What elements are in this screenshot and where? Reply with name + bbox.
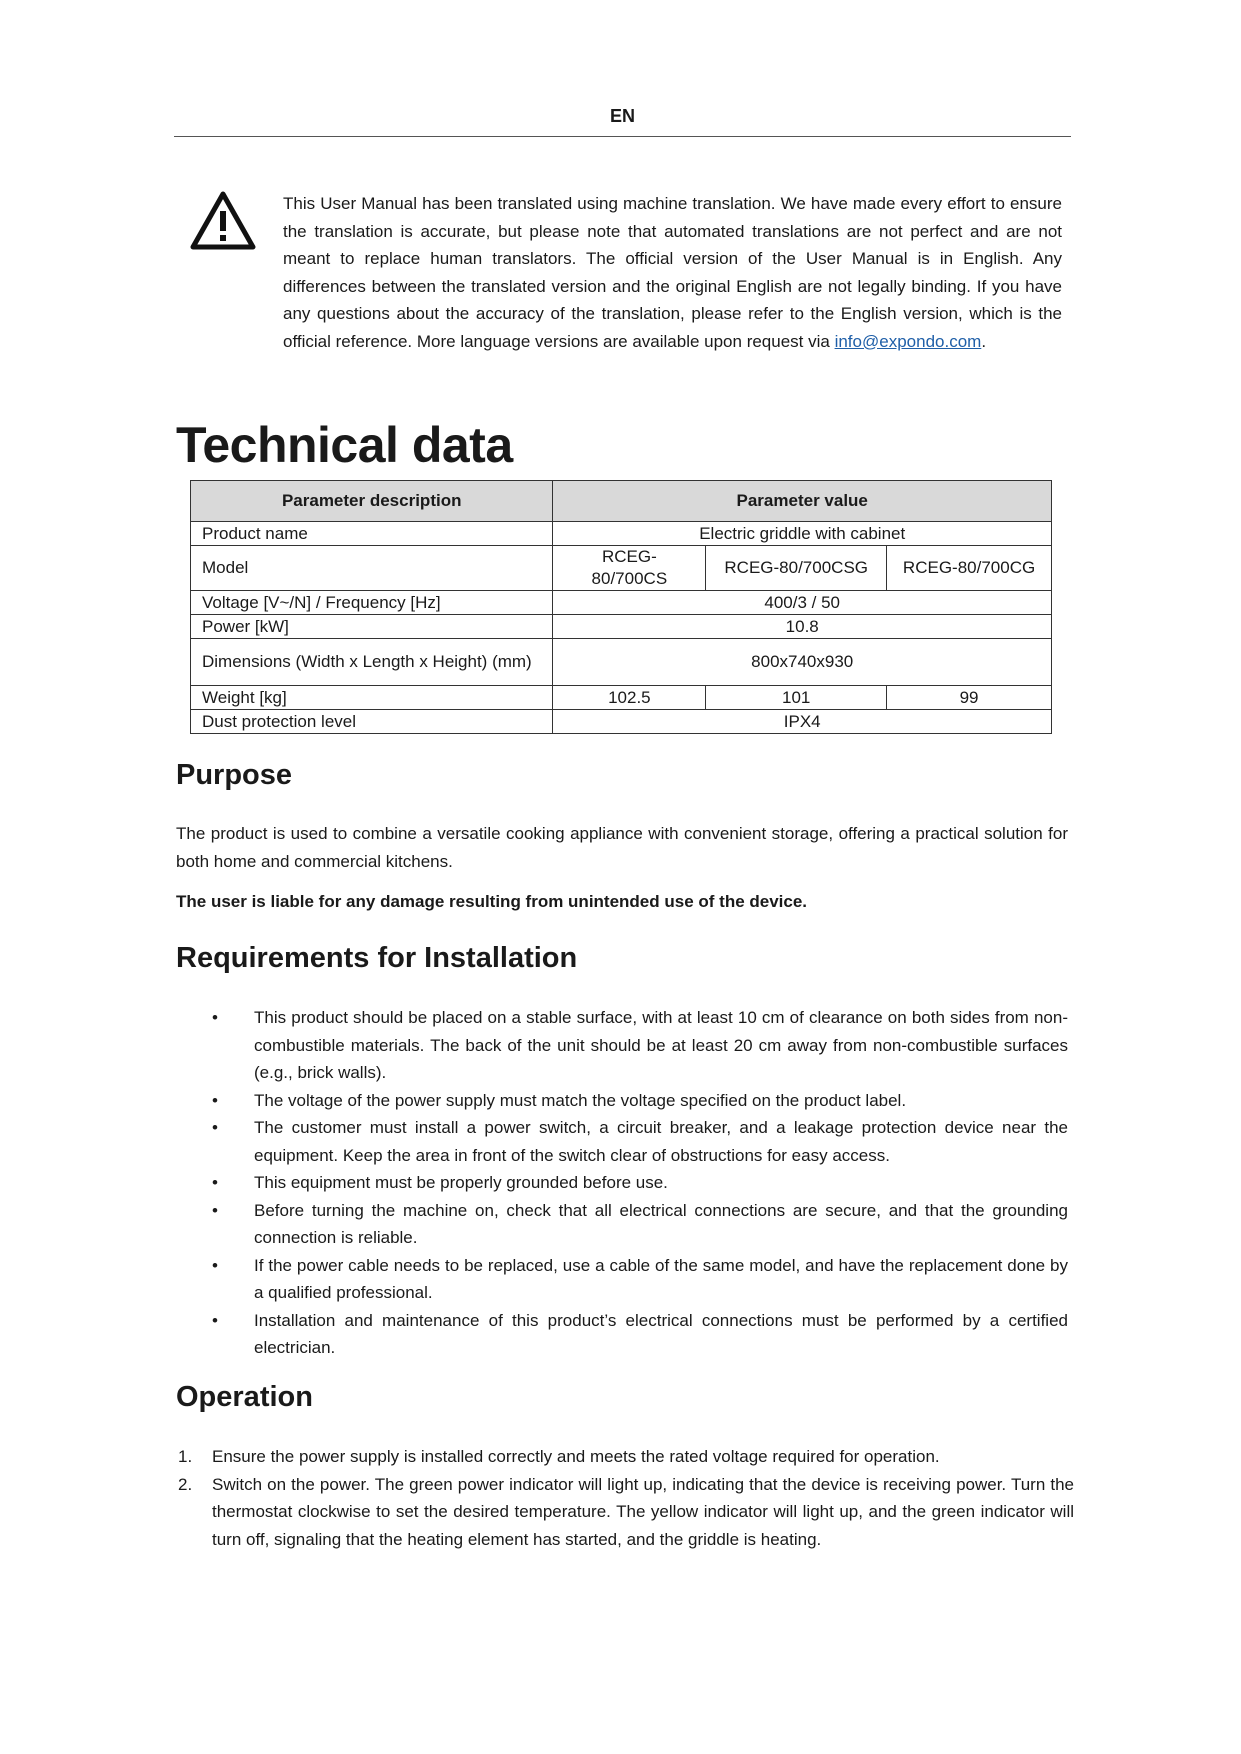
row-value: 99 xyxy=(887,686,1052,710)
row-value: RCEG-80/700CSG xyxy=(706,546,887,591)
technical-data-table xyxy=(190,480,1052,734)
email-link[interactable]: info@expondo.com xyxy=(834,331,982,351)
row-value: 102.5 xyxy=(553,686,706,710)
purpose-heading: Purpose xyxy=(176,759,293,791)
bullet: • xyxy=(212,1310,218,1330)
table-row xyxy=(191,639,1052,686)
table-row xyxy=(191,710,1052,734)
row-value: 10.8 xyxy=(553,615,1052,639)
row-value: 101 xyxy=(706,686,887,710)
row-label: Dust protection level xyxy=(191,710,553,734)
row-value: 400/3 / 50 xyxy=(553,591,1052,615)
row-value: RCEG-80/700CG xyxy=(887,546,1052,591)
step-number: 2. xyxy=(178,1474,193,1494)
row-label: Dimensions (Width x Length x Height) (mm) xyxy=(191,639,553,686)
header-divider xyxy=(174,136,1071,137)
bullet: • xyxy=(212,1090,218,1110)
list-item-text: Installation and maintenance of this product’s electrical connections must be performed by a certified electrician. xyxy=(254,1310,1068,1357)
page-title: Technical data xyxy=(176,417,513,473)
header-parameter-value: Parameter value xyxy=(553,481,1052,522)
list-item-text: This equipment must be properly grounded before use. xyxy=(254,1173,668,1192)
list-item-text: If the power cable needs to be replaced, use a cable of the same model, and have the replacement done by a qualified professional. xyxy=(254,1255,1068,1302)
list-item xyxy=(176,1114,1068,1169)
operation-steps xyxy=(176,1443,1074,1553)
table-row xyxy=(191,686,1052,710)
liability-note: The user is liable for any damage resulting from unintended use of the device. xyxy=(176,892,808,911)
bullet: • xyxy=(212,1008,218,1027)
table-row xyxy=(191,522,1052,546)
row-value: IPX4 xyxy=(553,710,1052,734)
list-item xyxy=(176,1087,1068,1115)
list-item xyxy=(176,1252,1068,1307)
list-item xyxy=(176,1307,1068,1362)
list-item xyxy=(176,1197,1068,1252)
language-header: EN xyxy=(609,106,635,126)
step-number: 1. xyxy=(178,1447,193,1466)
bullet: • xyxy=(212,1118,218,1137)
table-header-row xyxy=(191,481,1052,522)
step-text: Switch on the power. The green power indicator will light up, indicating that the device is receiving power. Turn the thermostat clockwise to set the desired temperature. The yellow indicator will light up, and the green indicator will turn off, signaling that the heating element has started, and the griddle is heating. xyxy=(212,1474,1074,1549)
list-item xyxy=(176,1443,1074,1471)
row-label: Weight [kg] xyxy=(191,686,553,710)
list-item-text: The customer must install a power switch, a circuit breaker, and a leakage protection device near the equipment. Keep the area in front of the switch clear of obstructions for easy access. xyxy=(254,1118,1068,1165)
list-item-text: Before turning the machine on, check that all electrical connections are secure, and that the grounding connection is reliable. xyxy=(254,1200,1068,1247)
table-row xyxy=(191,615,1052,639)
row-value: Electric griddle with cabinet xyxy=(553,522,1052,546)
bullet: • xyxy=(212,1255,218,1275)
requirements-list xyxy=(176,1004,1068,1362)
bullet: • xyxy=(212,1200,218,1220)
row-label: Voltage [V~/N] / Frequency [Hz] xyxy=(191,591,553,615)
row-value: RCEG-80/700CS xyxy=(553,546,706,591)
translation-disclaimer xyxy=(283,190,1062,355)
warning-icon xyxy=(190,190,256,250)
row-label: Product name xyxy=(191,522,553,546)
list-item xyxy=(176,1169,1068,1197)
disclaimer-end: . xyxy=(981,331,987,351)
table-row xyxy=(191,591,1052,615)
bullet: • xyxy=(212,1173,218,1192)
row-value: 800x740x930 xyxy=(553,639,1052,686)
header-parameter-description: Parameter description xyxy=(191,481,553,522)
step-text: Ensure the power supply is installed correctly and meets the rated voltage required for operation. xyxy=(212,1447,940,1466)
row-label: Model xyxy=(191,546,553,591)
list-item xyxy=(176,1471,1074,1554)
row-label: Power [kW] xyxy=(191,615,553,639)
list-item xyxy=(176,1004,1068,1087)
requirements-heading: Requirements for Installation xyxy=(176,942,578,974)
disclaimer-text: This User Manual has been translated using machine translation. We have made every effort to ensure the translation is accurate, but please note that automated translations are not perfect and are not meant to replace human translators. The official version of the User Manual is in English. Any differences between the translated version and the original English are not legally binding. If you have any questions about the accuracy of the translation, please refer to the English version, which is the official reference. More language versions are available upon request via xyxy=(283,194,1062,351)
operation-heading: Operation xyxy=(176,1381,313,1413)
table-row xyxy=(191,546,1052,591)
list-item-text: The voltage of the power supply must match the voltage specified on the product label. xyxy=(254,1090,907,1110)
list-item-text: This product should be placed on a stable surface, with at least 10 cm of clearance on both sides from non-combustible materials. The back of the unit should be at least 20 cm away from non-combustible surfaces (e.g., brick walls). xyxy=(254,1008,1068,1082)
purpose-text: The product is used to combine a versatile cooking appliance with convenient storage, offering a practical solution for both home and commercial kitchens. xyxy=(176,824,1068,871)
